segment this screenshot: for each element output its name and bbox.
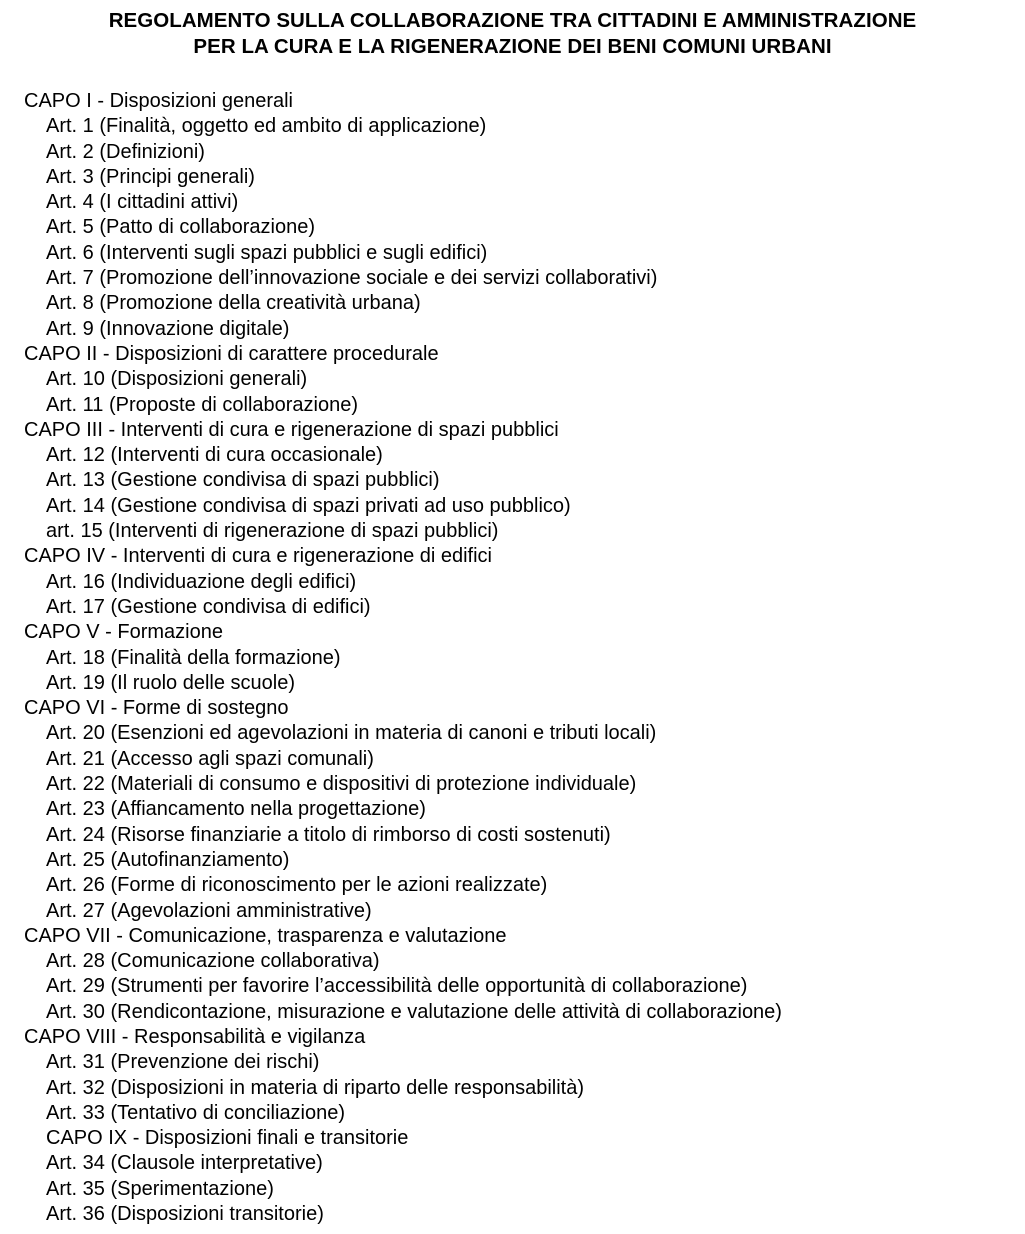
toc-article-entry: Art. 9 (Innovazione digitale) — [46, 317, 290, 340]
toc-article-entry: Art. 33 (Tentativo di conciliazione) — [46, 1101, 346, 1124]
toc-article-entry: Art. 5 (Patto di collaborazione) — [46, 216, 316, 239]
toc-article-entry: Art. 14 (Gestione condivisa di spazi privati ad uso pubblico) — [46, 494, 571, 517]
toc-chapter-heading: CAPO I - Disposizioni generali — [24, 90, 293, 112]
toc-article-entry: Art. 32 (Disposizioni in materia di riparto delle responsabilità) — [46, 1076, 585, 1099]
toc-article-entry: art. 15 (Interventi di rigenerazione di spazi pubblici) — [46, 520, 499, 543]
toc-article-entry: Art. 27 (Agevolazioni amministrative) — [46, 899, 372, 922]
toc-article-entry: Art. 36 (Disposizioni transitorie) — [46, 1203, 324, 1226]
toc-article-entry: Art. 21 (Accesso agli spazi comunali) — [46, 747, 374, 770]
toc-article-entry: Art. 3 (Principi generali) — [46, 165, 255, 188]
toc-article-entry: Art. 2 (Definizioni) — [46, 140, 205, 163]
toc-article-entry: Art. 31 (Prevenzione dei rischi) — [46, 1051, 320, 1074]
table-of-contents — [24, 89, 1004, 1227]
toc-article-entry: Art. 35 (Sperimentazione) — [46, 1177, 274, 1200]
toc-chapter-heading: CAPO III - Interventi di cura e rigenerazione di spazi pubblici — [24, 418, 559, 441]
toc-article-entry: Art. 10 (Disposizioni generali) — [46, 368, 308, 391]
toc-chapter-heading: CAPO VI - Forme di sostegno — [24, 697, 289, 720]
document-title-line-2: PER LA CURA E LA RIGENERAZIONE DEI BENI COMUNI URBANI — [193, 35, 832, 58]
toc-article-entry: Art. 22 (Materiali di consumo e dispositivi di protezione individuale) — [46, 773, 637, 796]
toc-chapter-heading: CAPO IV - Interventi di cura e rigenerazione di edifici — [24, 545, 492, 568]
toc-article-entry: Art. 29 (Strumenti per favorire l’accessibilità delle opportunità di collaborazione) — [46, 975, 748, 998]
toc-article-entry: Art. 30 (Rendicontazione, misurazione e valutazione delle attività di collaborazione) — [46, 1000, 782, 1023]
toc-article-entry: Art. 25 (Autofinanziamento) — [46, 848, 290, 871]
toc-article-entry: Art. 11 (Proposte di collaborazione) — [46, 393, 359, 416]
toc-article-entry: Art. 6 (Interventi sugli spazi pubblici e sugli edifici) — [46, 241, 488, 264]
toc-article-entry: Art. 26 (Forme di riconoscimento per le azioni realizzate) — [46, 874, 548, 897]
toc-chapter-heading: CAPO VII - Comunicazione, trasparenza e valutazione — [24, 924, 507, 947]
toc-article-entry: Art. 23 (Affiancamento nella progettazione) — [46, 798, 426, 821]
document-title-line-1: REGOLAMENTO SULLA COLLABORAZIONE TRA CITTADINI E AMMINISTRAZIONE — [108, 9, 917, 32]
toc-article-entry: Art. 18 (Finalità della formazione) — [46, 646, 341, 669]
toc-article-entry: Art. 28 (Comunicazione collaborativa) — [46, 950, 380, 973]
toc-article-entry: Art. 7 (Promozione dell’innovazione sociale e dei servizi collaborativi) — [46, 267, 658, 290]
toc-article-entry: Art. 16 (Individuazione degli edifici) — [46, 570, 357, 593]
toc-article-entry: Art. 12 (Interventi di cura occasionale) — [46, 444, 383, 467]
toc-chapter-heading: CAPO V - Formazione — [24, 621, 223, 644]
toc-article-entry: Art. 1 (Finalità, oggetto ed ambito di applicazione) — [46, 115, 487, 138]
toc-article-entry: Art. 13 (Gestione condivisa di spazi pubblici) — [46, 469, 440, 492]
document-title — [0, 8, 1025, 60]
toc-article-entry: Art. 4 (I cittadini attivi) — [46, 191, 239, 214]
toc-article-entry: Art. 20 (Esenzioni ed agevolazioni in materia di canoni e tributi locali) — [46, 722, 657, 745]
toc-article-entry: Art. 8 (Promozione della creatività urbana) — [46, 292, 421, 315]
toc-article-entry: Art. 24 (Risorse finanziarie a titolo di rimborso di costi sostenuti) — [46, 823, 611, 846]
toc-chapter-heading: CAPO VIII - Responsabilità e vigilanza — [24, 1025, 366, 1048]
toc-chapter-heading: CAPO II - Disposizioni di carattere procedurale — [24, 342, 439, 365]
toc-article-entry: Art. 17 (Gestione condivisa di edifici) — [46, 595, 371, 618]
toc-article-entry: Art. 19 (Il ruolo delle scuole) — [46, 671, 296, 694]
toc-article-entry: Art. 34 (Clausole interpretative) — [46, 1152, 323, 1175]
toc-article-entry: CAPO IX - Disposizioni finali e transitorie — [46, 1127, 409, 1150]
